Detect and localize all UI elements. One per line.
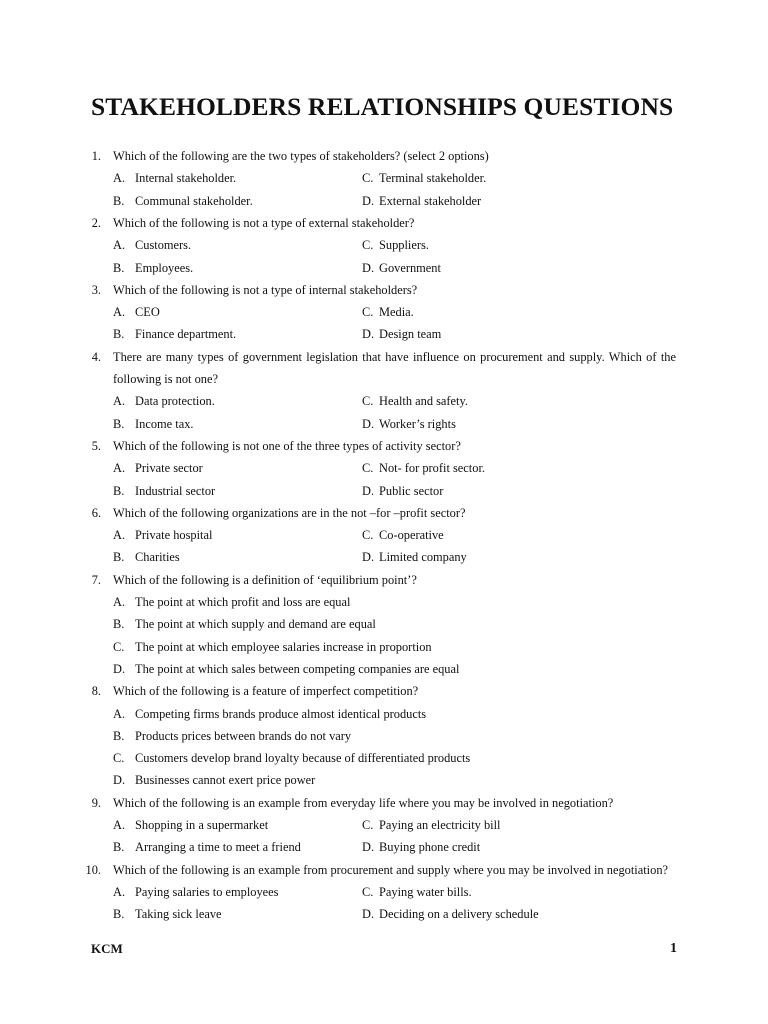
option-text: Products prices between brands do not vary bbox=[135, 728, 352, 743]
option-text: Customers develop brand loyalty because of differentiated products bbox=[135, 751, 471, 766]
option-text: Income tax. bbox=[135, 416, 194, 431]
option-text: Public sector bbox=[379, 483, 444, 498]
option-text: Paying salaries to employees bbox=[135, 884, 279, 899]
question-text: There are many types of government legislation that have influence on procurement and supply. Which of the bbox=[113, 349, 676, 364]
option-letter: A. bbox=[113, 461, 126, 476]
option-letter: D. bbox=[362, 416, 375, 431]
option-letter: D. bbox=[362, 260, 375, 275]
option-text: The point at which sales between competing companies are equal bbox=[135, 661, 460, 676]
option-text: Charities bbox=[135, 550, 180, 565]
question-number: 7. bbox=[91, 572, 101, 587]
option-text: Shopping in a supermarket bbox=[135, 818, 269, 832]
option-letter: A. bbox=[113, 818, 126, 832]
question-text: Which of the following are the two types of stakeholders? (select 2 options) bbox=[113, 149, 489, 163]
option-text: Limited company bbox=[379, 550, 467, 565]
option-letter: A. bbox=[113, 238, 126, 253]
option-text: Businesses cannot exert price power bbox=[135, 773, 316, 788]
option-text: Not- for profit sector. bbox=[379, 461, 485, 476]
question-number: 9. bbox=[91, 795, 101, 810]
option-text: Taking sick leave bbox=[135, 907, 222, 922]
option-letter: A. bbox=[113, 305, 126, 320]
option-letter: C. bbox=[362, 171, 374, 186]
option-text: Buying phone credit bbox=[379, 840, 481, 855]
option-text: Government bbox=[379, 260, 441, 275]
option-letter: D. bbox=[362, 550, 375, 565]
question-text: Which of the following is a definition of ‘equilibrium point’? bbox=[113, 572, 417, 587]
option-text: Finance department. bbox=[135, 327, 237, 342]
question-number: 2. bbox=[91, 215, 101, 230]
option-letter: A. bbox=[113, 394, 126, 409]
option-text: Co-operative bbox=[379, 528, 444, 543]
option-letter: D. bbox=[113, 773, 126, 788]
option-text: Communal stakeholder. bbox=[135, 193, 253, 208]
option-letter: A. bbox=[113, 706, 126, 721]
option-letter: D. bbox=[362, 907, 375, 922]
option-letter: B. bbox=[113, 617, 125, 632]
question-number: 10. bbox=[85, 862, 101, 877]
option-letter: C. bbox=[362, 461, 374, 476]
question-text-continued: following is not one? bbox=[113, 372, 218, 386]
option-text: Data protection. bbox=[135, 394, 215, 409]
option-text: Customers. bbox=[135, 238, 192, 253]
option-text: Health and safety. bbox=[379, 394, 468, 409]
question-number: 1. bbox=[91, 149, 101, 163]
option-letter: D. bbox=[362, 193, 375, 208]
option-text: Industrial sector bbox=[135, 483, 216, 498]
option-letter: C. bbox=[362, 528, 374, 543]
option-text: CEO bbox=[135, 305, 160, 320]
question-text: Which of the following is not a type of external stakeholder? bbox=[113, 215, 415, 230]
option-letter: C. bbox=[362, 818, 374, 832]
option-text: Paying an electricity bill bbox=[379, 818, 501, 832]
option-text: Terminal stakeholder. bbox=[379, 171, 487, 186]
option-letter: C. bbox=[362, 238, 374, 253]
option-text: Competing firms brands produce almost identical products bbox=[135, 706, 427, 721]
question-number: 4. bbox=[91, 349, 101, 364]
option-letter: D. bbox=[362, 840, 375, 855]
question-text: Which of the following is a feature of imperfect competition? bbox=[113, 684, 419, 699]
option-text: Design team bbox=[379, 327, 442, 342]
option-letter: C. bbox=[362, 394, 374, 409]
option-text: Arranging a time to meet a friend bbox=[135, 840, 301, 855]
option-text: The point at which supply and demand are equal bbox=[135, 617, 376, 632]
option-letter: B. bbox=[113, 907, 125, 922]
option-letter: A. bbox=[113, 171, 126, 186]
option-text: Worker’s rights bbox=[379, 416, 456, 431]
option-letter: A. bbox=[113, 595, 126, 609]
question-text: Which of the following is not one of the three types of activity sector? bbox=[113, 438, 461, 453]
question-text: Which of the following is not a type of internal stakeholders? bbox=[113, 282, 418, 297]
page-title: STAKEHOLDERS RELATIONSHIPS QUESTIONS bbox=[91, 92, 674, 121]
option-letter: A. bbox=[113, 528, 126, 543]
option-text: Deciding on a delivery schedule bbox=[379, 907, 539, 922]
option-text: Paying water bills. bbox=[379, 884, 472, 899]
option-letter: B. bbox=[113, 550, 125, 565]
question-text: Which of the following is an example from everyday life where you may be involved in negotiation? bbox=[113, 795, 614, 810]
option-text: Private sector bbox=[135, 461, 203, 476]
option-letter: B. bbox=[113, 483, 125, 498]
question-number: 8. bbox=[91, 684, 101, 699]
option-letter: A. bbox=[113, 884, 126, 899]
option-letter: B. bbox=[113, 840, 125, 855]
option-letter: B. bbox=[113, 728, 125, 743]
option-letter: D. bbox=[113, 661, 126, 676]
question-text: Which of the following is an example from procurement and supply where you may be involved in negotiation? bbox=[113, 862, 669, 877]
option-text: Employees. bbox=[135, 260, 194, 275]
option-letter: C. bbox=[113, 751, 125, 766]
option-letter: C. bbox=[362, 305, 374, 320]
footer-label: KCM bbox=[91, 941, 123, 956]
question-number: 5. bbox=[91, 438, 101, 453]
option-text: The point at which employee salaries increase in proportion bbox=[135, 639, 432, 654]
option-text: Internal stakeholder. bbox=[135, 171, 237, 186]
question-text: Which of the following organizations are in the not –for –profit sector? bbox=[113, 505, 466, 520]
option-letter: B. bbox=[113, 327, 125, 342]
option-letter: B. bbox=[113, 260, 125, 275]
option-text: The point at which profit and loss are equal bbox=[135, 595, 351, 609]
option-letter: D. bbox=[362, 327, 375, 342]
option-letter: C. bbox=[362, 884, 374, 899]
question-number: 3. bbox=[91, 282, 101, 297]
option-text: External stakeholder bbox=[379, 193, 482, 208]
option-letter: B. bbox=[113, 416, 125, 431]
option-text: Suppliers. bbox=[379, 238, 429, 253]
page-number: 1 bbox=[670, 941, 677, 956]
option-letter: D. bbox=[362, 483, 375, 498]
option-letter: C. bbox=[113, 639, 125, 654]
option-text: Private hospital bbox=[135, 528, 213, 543]
option-text: Media. bbox=[379, 305, 414, 320]
option-letter: B. bbox=[113, 193, 125, 208]
question-number: 6. bbox=[91, 505, 101, 520]
